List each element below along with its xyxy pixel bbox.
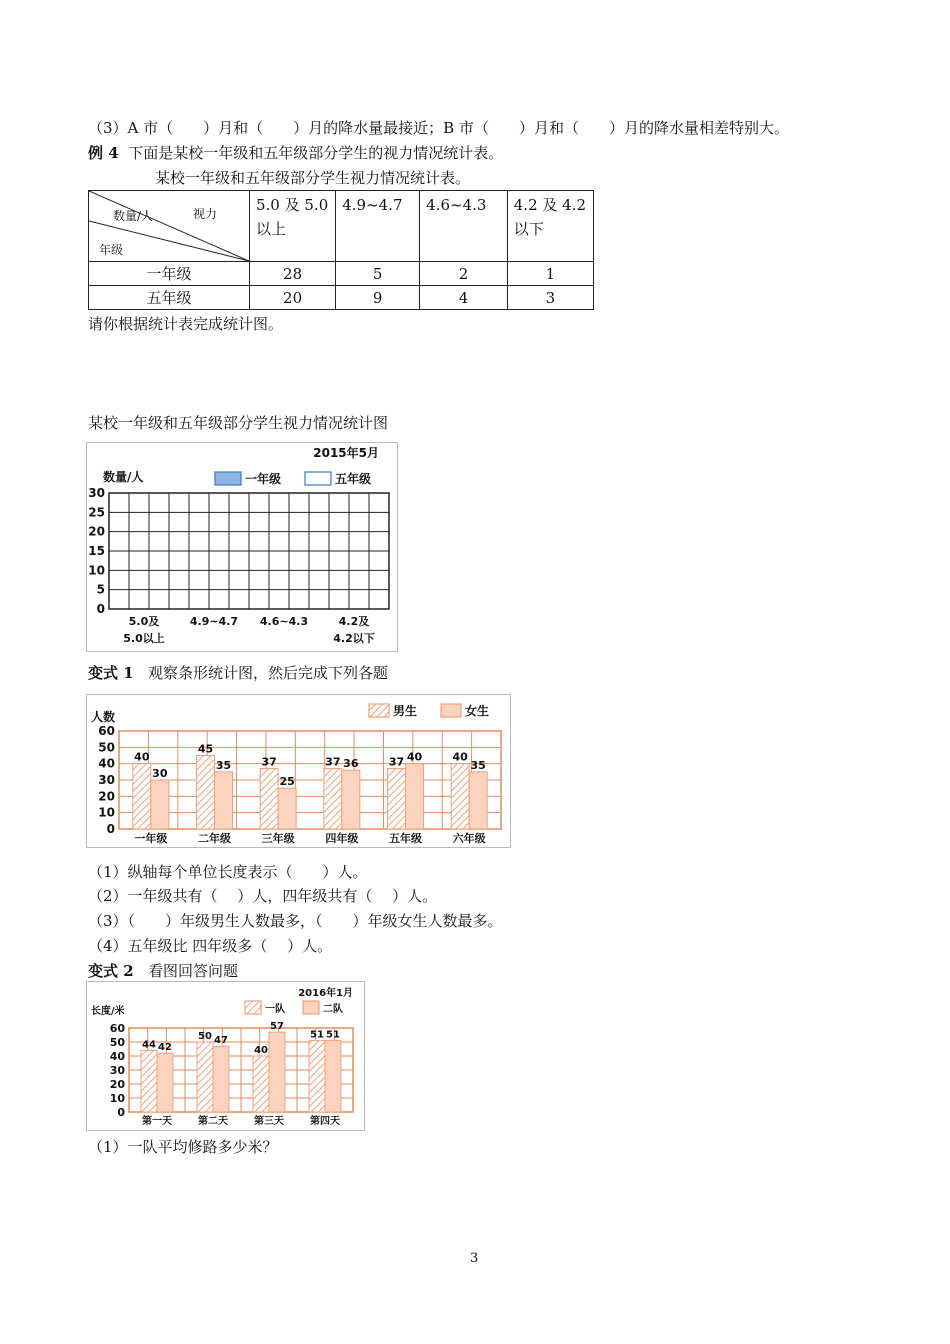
table-cell: 1 <box>507 262 593 286</box>
bar-series2 <box>278 788 296 829</box>
variant-1-question: （3）（ ）年级男生人数最多，（ ）年级女生人数最多。 <box>88 912 503 930</box>
x-category-label: 4.9~4.7 <box>189 615 239 628</box>
y-tick-label: 20 <box>98 789 115 804</box>
table-caption: 某校一年级和五年级部分学生视力情况统计表。 <box>155 169 471 187</box>
example-4-text: 下面是某校一年级和五年级部分学生的视力情况统计表。 <box>128 144 504 162</box>
bar-series2 <box>406 764 424 829</box>
y-tick-label: 5 <box>96 582 105 597</box>
column-header: 4.2 及 4.2 以下 <box>507 191 593 262</box>
bar-series1 <box>141 1050 157 1112</box>
variant-1-question: （1）纵轴每个单位长度表示（ ）人。 <box>88 863 368 881</box>
bar-value-label: 37 <box>261 755 277 769</box>
legend-label: 一年级 <box>245 472 282 486</box>
y-tick-label: 30 <box>88 486 105 500</box>
corner-vision-label: 视力 <box>193 207 218 221</box>
chart1-title: 某校一年级和五年级部分学生视力情况统计图 <box>88 414 389 432</box>
bar-series1 <box>260 769 278 829</box>
bar-series1 <box>388 769 406 829</box>
bar-value-label: 42 <box>158 1042 172 1054</box>
bar-value-label: 30 <box>152 767 168 780</box>
x-category-label: 4.2及 <box>338 615 370 628</box>
bar-value-label: 47 <box>214 1035 228 1047</box>
y-tick-label: 0 <box>96 602 105 616</box>
corner-grade-label: 年级 <box>99 243 124 257</box>
corner-quantity-label: 数量/人 <box>113 209 154 223</box>
bar-value-label: 40 <box>406 750 423 764</box>
bar-value-label: 25 <box>279 775 295 789</box>
example-4-label: 例 4 <box>88 144 119 162</box>
bar-value-label: 35 <box>215 758 232 772</box>
bar-series1 <box>253 1056 269 1112</box>
bar-series2 <box>215 772 233 829</box>
x-category-label: 4.6~4.3 <box>259 615 309 628</box>
bar-value-label: 37 <box>325 755 341 769</box>
table-cell: 20 <box>250 286 336 310</box>
bar-series1 <box>133 764 151 829</box>
page-number: 3 <box>470 1251 479 1266</box>
y-tick-label: 50 <box>98 740 115 755</box>
bar-series2 <box>151 780 169 829</box>
row-label: 五年级 <box>89 286 250 310</box>
table-corner-cell <box>89 191 250 262</box>
y-tick-label: 25 <box>88 505 105 520</box>
legend-swatch <box>303 1001 319 1014</box>
x-category-label: 六年级 <box>452 832 486 845</box>
chart-vision <box>86 442 398 652</box>
bar-series2 <box>325 1041 341 1112</box>
y-tick-label: 20 <box>88 524 105 539</box>
legend-label: 二队 <box>323 1004 343 1015</box>
table-cell: 2 <box>420 262 508 286</box>
y-tick-label: 60 <box>109 1022 125 1035</box>
bar-value-label: 40 <box>134 750 150 764</box>
chart-students <box>86 694 511 848</box>
legend-label: 五年级 <box>335 472 372 486</box>
bar-series1 <box>324 769 342 829</box>
x-category-label: 4.2以下 <box>333 632 375 645</box>
y-axis-label: 人数 <box>91 710 116 724</box>
bar-value-label: 57 <box>270 1021 284 1033</box>
bar-value-label: 50 <box>198 1031 212 1042</box>
column-header: 4.9~4.7 <box>336 191 420 262</box>
x-category-label: 第三天 <box>254 1116 284 1127</box>
bar-value-label: 35 <box>470 758 486 772</box>
y-tick-label: 30 <box>109 1064 125 1077</box>
y-tick-label: 10 <box>88 563 105 578</box>
bar-series2 <box>342 770 360 829</box>
bar-series2 <box>157 1053 173 1112</box>
bar-value-label: 40 <box>254 1045 268 1056</box>
bar-value-label: 51 <box>310 1029 324 1041</box>
x-category-label: 四年级 <box>325 832 359 845</box>
y-tick-label: 40 <box>98 756 115 771</box>
bar-series1 <box>451 764 469 829</box>
chart-road-svg <box>87 982 364 1130</box>
x-category-label: 5.0以上 <box>123 632 165 645</box>
table-cell: 9 <box>336 286 420 310</box>
table-cell: 4 <box>420 286 508 310</box>
variant-1-line <box>88 663 388 683</box>
bar-value-label: 51 <box>326 1029 340 1041</box>
y-axis-label: 数量/人 <box>103 470 144 484</box>
vision-table <box>88 190 594 310</box>
bar-series1 <box>309 1041 325 1112</box>
chart-road <box>86 981 365 1131</box>
column-header: 5.0 及 5.0 以上 <box>250 191 336 262</box>
x-category-label: 5.0及 <box>128 615 160 628</box>
table-cell: 5 <box>336 262 420 286</box>
y-tick-label: 0 <box>106 822 115 836</box>
bar-value-label: 36 <box>343 757 359 771</box>
legend-label: 男生 <box>393 704 418 718</box>
chart-vision-svg <box>87 443 397 651</box>
y-axis-label: 长度/米 <box>91 1006 125 1017</box>
y-tick-label: 10 <box>98 805 115 820</box>
legend-swatch <box>369 704 389 717</box>
y-tick-label: 30 <box>98 773 115 787</box>
chart-students-svg <box>87 695 510 847</box>
variant-1-question: （4）五年级比 四年级多（ ）人。 <box>88 937 333 955</box>
variant-2-question: （1）一队平均修路多少米？ <box>88 1138 278 1156</box>
bar-series1 <box>197 756 215 830</box>
x-category-label: 一年级 <box>134 832 168 845</box>
y-tick-label: 40 <box>109 1050 125 1063</box>
bar-value-label: 40 <box>452 750 468 764</box>
bar-series2 <box>269 1032 285 1112</box>
bar-value-label: 44 <box>142 1039 156 1051</box>
chart-date-label: 2016年1月 <box>298 988 353 999</box>
bar-value-label: 45 <box>197 742 214 756</box>
y-tick-label: 0 <box>117 1106 125 1119</box>
chart-date-label: 2015年5月 <box>313 446 379 460</box>
example-4-line <box>88 143 503 163</box>
legend-label: 女生 <box>465 704 490 718</box>
variant-1-text: 观察条形统计图，然后完成下列各题 <box>147 664 388 682</box>
question-3-text: （3）A 市（ ）月和（ ）月的降水量最接近；B 市（ ）月和（ ）月的降水量相差特别大。 <box>88 119 789 137</box>
legend-swatch <box>441 704 461 717</box>
table-cell: 3 <box>507 286 593 310</box>
y-tick-label: 60 <box>98 724 115 738</box>
variant-2-label: 变式 2 <box>88 962 134 980</box>
column-header: 4.6~4.3 <box>420 191 508 262</box>
bar-series2 <box>469 772 487 829</box>
x-category-label: 五年级 <box>389 832 422 845</box>
y-tick-label: 10 <box>109 1092 125 1105</box>
x-category-label: 第四天 <box>310 1116 340 1127</box>
variant-1-question: （2）一年级共有（ ）人，四年级共有（ ）人。 <box>88 887 438 905</box>
variant-1-label: 变式 1 <box>88 664 134 682</box>
x-category-label: 二年级 <box>198 832 231 845</box>
x-category-label: 三年级 <box>261 832 295 845</box>
variant-2-line <box>88 961 238 981</box>
bar-series2 <box>213 1046 229 1112</box>
row-label: 一年级 <box>89 262 250 286</box>
x-category-label: 第一天 <box>142 1116 172 1127</box>
y-tick-label: 50 <box>109 1036 125 1049</box>
table-cell: 28 <box>250 262 336 286</box>
table-row <box>89 262 594 286</box>
y-tick-label: 20 <box>109 1078 125 1091</box>
legend-label: 一队 <box>265 1004 285 1015</box>
instruction-text: 请你根据统计表完成统计图。 <box>88 315 284 333</box>
variant-2-text: 看图回答问题 <box>147 962 238 980</box>
legend-swatch <box>245 1001 261 1014</box>
table-row <box>89 286 594 310</box>
legend-swatch <box>305 472 331 485</box>
bar-value-label: 37 <box>388 755 405 769</box>
y-tick-label: 15 <box>88 544 105 558</box>
x-category-label: 第二天 <box>198 1116 228 1127</box>
bar-series1 <box>197 1042 213 1112</box>
legend-swatch <box>215 472 241 485</box>
